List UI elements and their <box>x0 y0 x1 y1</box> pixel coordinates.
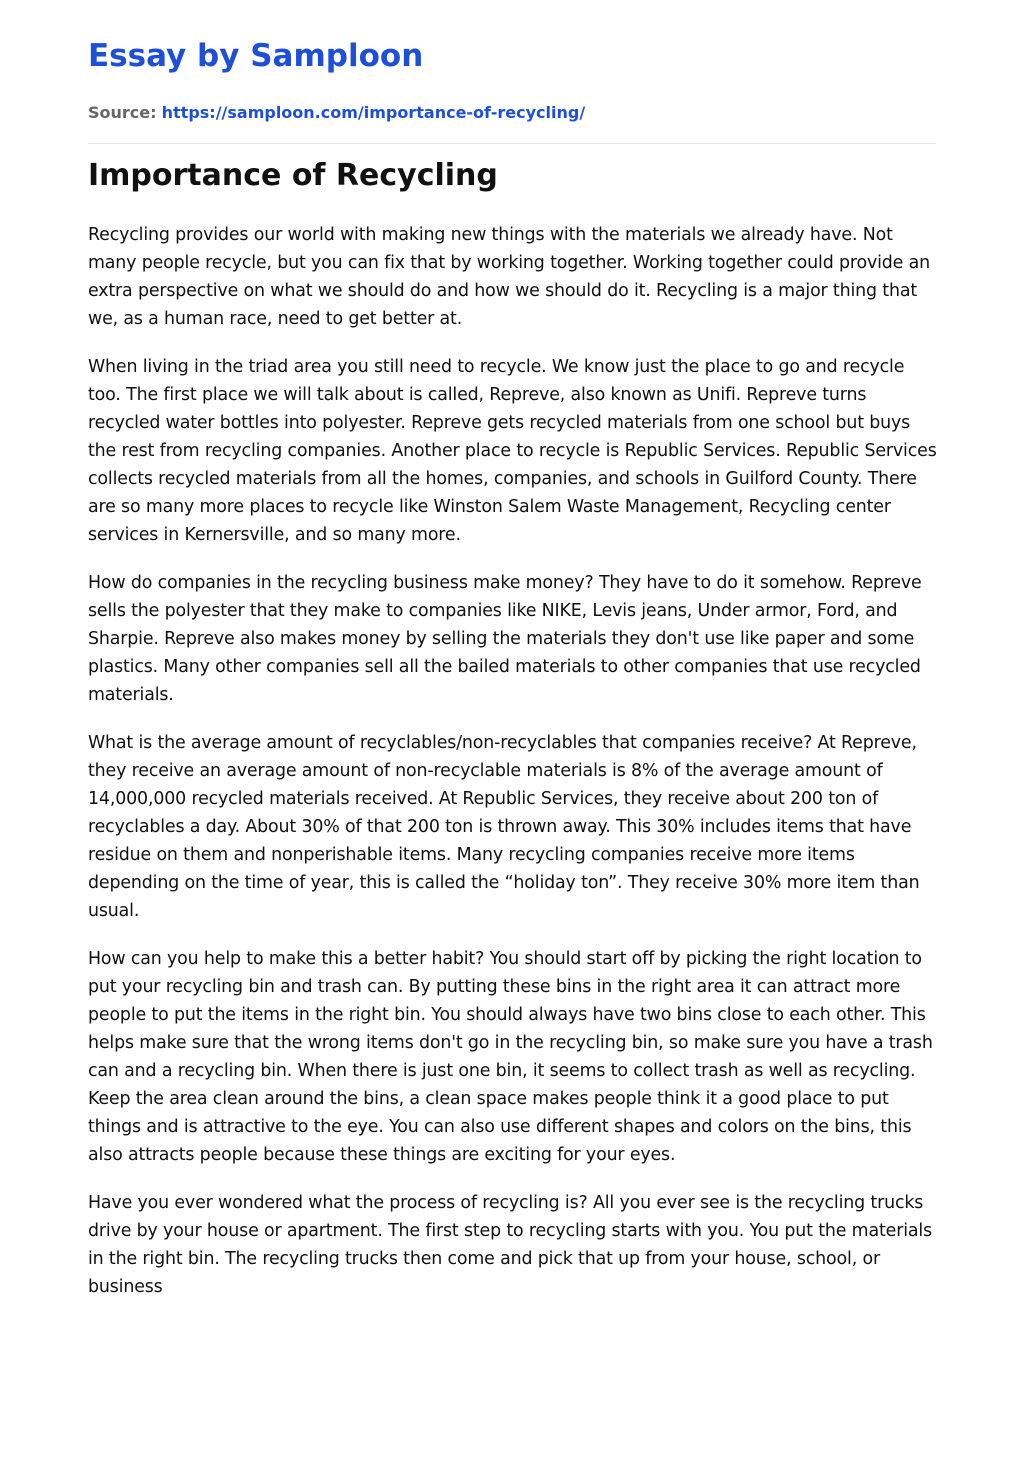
site-title: Essay by Samploon <box>88 38 424 74</box>
header-divider <box>88 143 936 144</box>
source-label: Source: <box>88 103 157 122</box>
essay-body <box>88 221 938 1321</box>
source-line <box>88 102 585 124</box>
essay-paragraph: When living in the triad area you still need to recycle. We know just the place to go and recycle too. The first place we will talk about is called, Repreve, also known as Unifi. Repreve turns recycled water bottles into polyester. Repreve gets recycled materials from one school but buys the rest from recycling companies. Another place to recycle is Republic Services. Republic Services collects recycled materials from all the homes, companies, and schools in Guilford County. There are so many more places to recycle like Winston Salem Waste Management, Recycling center services in Kernersville, and so many more. <box>88 357 937 545</box>
essay-paragraph: How do companies in the recycling business make money? They have to do it somehow. Repreve sells the polyester that they make to companies like NIKE, Levis jeans, Under armor, Ford, and Sharpie. Repreve also makes money by selling the materials they don't use like paper and some plastics. Many other companies sell all the bailed materials to other companies that use recycled materials. <box>88 573 922 705</box>
source-link[interactable]: https://samploon.com/importance-of-recycling/ <box>161 103 586 122</box>
essay-paragraph: What is the average amount of recyclables/non-recyclables that companies receive? At Repreve, they receive an average amount of non-recyclable materials is 8% of the average amount of 14,000,000 recycled materials received. At Republic Services, they receive about 200 ton of recyclables a day. About 30% of that 200 ton is thrown away. This 30% includes items that have residue on them and nonperishable items. Many recycling companies receive more items depending on the time of year, this is called the “holiday ton”. They receive 30% more item than usual. <box>88 733 920 921</box>
essay-paragraph: Have you ever wondered what the process of recycling is? All you ever see is the recycling trucks drive by your house or apartment. The first step to recycling starts with you. You put the materials in the right bin. The recycling trucks then come and pick that up from your house, school, or business <box>88 1193 932 1297</box>
essay-paragraph: Recycling provides our world with making new things with the materials we already have. Not many people recycle, but you can fix that by working together. Working together could provide an extra perspective on what we should do and how we should do it. Recycling is a major thing that we, as a human race, need to get better at. <box>88 225 930 329</box>
essay-paragraph: How can you help to make this a better habit? You should start off by picking the right location to put your recycling bin and trash can. By putting these bins in the right area it can attract more people to put the items in the right bin. You should always have two bins close to each other. This helps make sure that the wrong items don't go in the recycling bin, so make sure you have a trash can and a recycling bin. When there is just one bin, it seems to collect trash as well as recycling. Keep the area clean around the bins, a clean space makes people think it a good place to put things and is attractive to the eye. You can also use different shapes and colors on the bins, this also attracts people because these things are exciting for your eyes. <box>88 949 933 1165</box>
essay-title: Importance of Recycling <box>88 158 498 193</box>
